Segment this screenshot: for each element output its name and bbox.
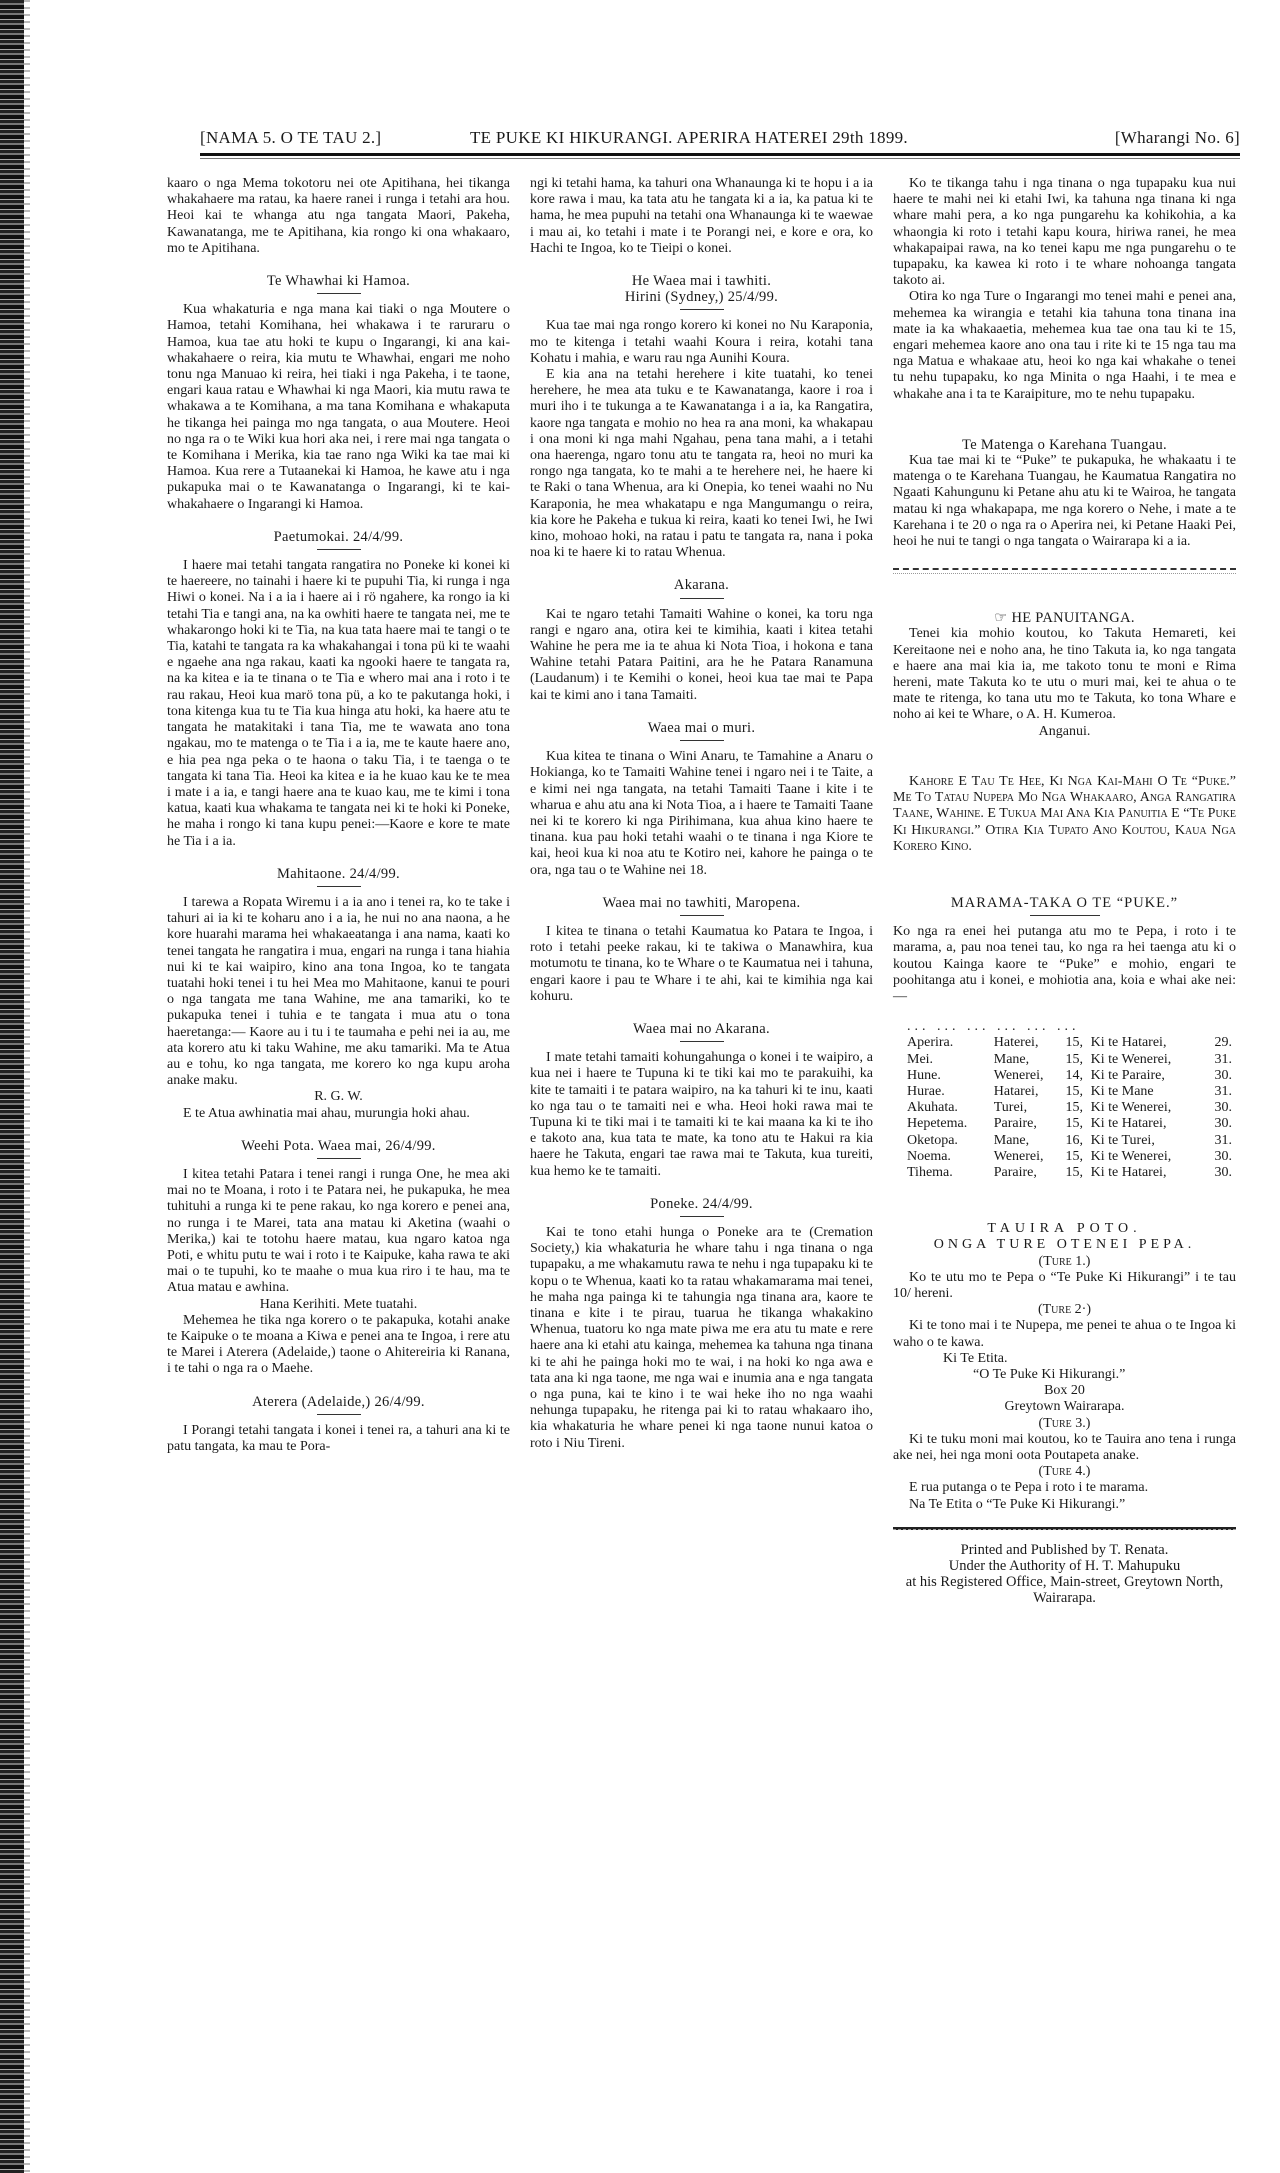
address-line: Greytown Wairarapa. [1004, 1399, 1125, 1415]
dot-leader: ... ... ... ... ... ... [907, 1019, 1080, 1035]
header-rule-thin [200, 158, 1240, 159]
calendar-end-day: Ki te Wenerei, [1090, 1051, 1172, 1067]
calendar-month: Aperira. [907, 1035, 954, 1051]
article-heading: Weehi Pota. Waea mai, 26/4/99. [241, 1137, 436, 1154]
article-heading: Waea mai no Akarana. [633, 1020, 770, 1037]
scan-edge-dots [24, 0, 30, 2173]
paragraph: Mehemea he tika nga korero o te pakapuka, kotahi anake te Kaipuke o te moana a Kiwa e penei ana te Ingoa, i rere atu te Marei i Aterera (Adelaide,) taone o Ahitereiria ki Ranana, i te tahi o nga ra o Maehe. [167, 1312, 510, 1377]
paragraph: I mate tetahi tamaiti kohungahunga o konei i te waipiro, a kua nei i haere te Tupuna ki te tiki kai mo te parakuihi, ka kite te tamaiti i te patara waipiro, na ka tahuri ki te inu, kaati ko nga tau o te tamaiti nei e wha. Heoi hoki rawa mai te Tupuna ki te tiki mai i te tamaiti ki te kai maana ka ki te iho e takoto ana, kua tata te mate, ka tono atu te Hakui ra kia haere he Takuta, engari tae rawa mai te Takuta, kua tureiti, kua hemo ke te tamaiti. [530, 1050, 873, 1179]
article-heading: Waea mai o muri. [647, 719, 756, 736]
notice-paragraph: Kahore E Tau Te Hee, Ki Nga Kai-Mahi O Te “Puke.” Me To Tatau Nupepa Mo Nga Whakaaro, Anga Rangatira Taane, Wahine. E Tukua Mai Ana Kia Panuitia E “Te Puke Ki Hikurangi.” Otira Kia Tupato Ano Koutou, Kaua Nga Korero Kino. [893, 773, 1236, 854]
calendar-end-day: Ki te Turei, [1090, 1132, 1155, 1148]
header-rule [200, 153, 1240, 156]
calendar-end-date: 31. [1214, 1051, 1232, 1067]
signature: Hana Kerihiti. Mete tuatahi. [259, 1296, 418, 1312]
divider [317, 293, 361, 294]
calendar-start-day: Mane, [993, 1051, 1030, 1067]
divider [317, 549, 361, 550]
article-heading: Poneke. 24/4/99. [650, 1195, 753, 1212]
imprint-line: at his Registered Office, Main-street, Greytown North, Wairarapa. [905, 1574, 1224, 1607]
calendar-start-date: 15, [1065, 1100, 1083, 1116]
article-heading: He Waea mai i tawhiti. [631, 273, 772, 290]
article-heading: Akarana. [673, 577, 730, 594]
paragraph: Kai te tono etahi hunga o Poneke ara te (Cremation Society,) kia whakaturia he whare tahu i nga tinana o nga tupapaku, a me whakamutu rawa te nehu i nga tupapaku ki te kopu o te Whenua, kaati ko ta ratau whakamarama mai tenei, he maha nga painga ki te tahungia nga tinana ara, kaore te tinana e kite i te pirau, tuarua he tikanga whakakino Whenua, tuatoru ko nga mate piwa me era atu tu mate e rere haere ana ki etahi atu kainga, mehemea ka tahuna nga tinana ki te ahi he painga hoki mo te wai, i na hoki ko nga awa e tata ana ki nga taone, me nga wai e inumia ana e nga tangata o nga puna, kai te kino i te wai heke iho no nga waahi nehunga tupapaku, he ritenga pai ki to ratau whakaaro iho, kia whakaturia he whare penei ki nga taone nunui katoa o roto i Niu Tireni. [530, 1224, 873, 1451]
calendar-end-date: 30. [1214, 1067, 1232, 1083]
calendar-row [907, 1068, 1232, 1084]
paragraph: Kua tae mai nga rongo korero ki konei no Nu Karaponia, mo te kitenga i tetahi waahi Koura i reira, kotahi tana Kohatu i mahia, e waru rau nga Aunihi Koura. [530, 318, 873, 366]
divider [680, 740, 724, 741]
calendar-start-date: 16, [1065, 1132, 1083, 1148]
calendar-row [907, 1084, 1232, 1100]
rule-label: (Ture 3.) [1038, 1415, 1091, 1431]
paragraph: I kitea tetahi Patara i tenei rangi i runga One, he mea aki mai no te Moana, i roto i te Patara nei, he pukapuka, he mea tuhituhi a runga ki te pene rakau, ko nga korero e penei ana, no runga i te Marei, tata ana matau ki Aketina (waahi o Merika,) kai te totohu haere matau, kua ngaro katoa nga Poti, e whitu putu te wai i roto i te Kaipuke, kaha rawa te aki mai o te tupuhi, ko te maahe o mua kua riro i te hau, ma te Atua matau e awhina. [167, 1166, 510, 1296]
calendar-start-date: 15, [1065, 1035, 1083, 1051]
paragraph: Ki te tuku moni mai koutou, ko te Tauira ano tena i runga ake nei, hei nga moni oota Poutapeta anake. [893, 1431, 1236, 1463]
signature: R. G. W. [314, 1089, 363, 1105]
calendar-row [907, 1149, 1232, 1165]
calendar-start-day: Wenerei, [993, 1067, 1044, 1083]
rule-label: (Ture 2·) [1037, 1302, 1092, 1318]
calendar-start-day: Haterei, [993, 1035, 1039, 1051]
imprint-divider [893, 1527, 1236, 1530]
column-3 [893, 176, 1236, 1607]
paragraph: Kua whakaturia e nga mana kai tiaki o nga Moutere o Hamoa, tetahi Komihana, hei whakawa i te raruraru o Hamoa, kua tae atu hoki te kupu o Ingarangi, ki ana kai-whakahaere o reira, kia mutu te Whawhai, engari me noho tonu nga Manuao ki reira, hei tiaki i nga Pakeha, i te taone, engari kaua ratau e Whawhai ki nga Maori, kia mutu rawa te whakawa a te Komihana, a ma tana Komihana e whakaputa he tikanga hei painga mo nga tangata, o aua Moutere. Heoi no nga ra o te Wiki kua hori aka nei, i rere mai nga tangata o te Komihana i Merika, kia tae rano nga Wiki ka tae mai ki Hamoa. Kua rere a Tutaanekai ki Hamoa, he kawe atu i nga pukapuka mai o te Kawanatanga o Ingarangi, ki te kai-whakahaere o Ingarangi ki Hamoa. [167, 302, 510, 512]
signature: Anganui. [1038, 723, 1091, 739]
calendar-end-day: Ki te Wenerei, [1090, 1100, 1172, 1116]
calendar-end-day: Ki te Hatarei, [1090, 1035, 1167, 1051]
paragraph: Kua kitea te tinana o Wini Anaru, te Tamahine a Anaru o Hokianga, ko te Tamaiti Wahine tenei i ngaro nei i te Taite, a e kimi nei nga tangata, na tetahi Tamaiti Taane i kite i te wharua e ahu atu ana ki Nota Tioa, a i haere te Tamaiti Taane nei ki te korero ki nga Pirihimana, kua ahua kino haere te tinana. kua pau hoki tetahi waahi o te tinana i nga Kiore te kai, heoi kua ki noa atu te Kotiro nei, kahore he painga o te ora, nga tau o te Wahine nei 18. [530, 749, 873, 878]
divider [680, 598, 724, 599]
calendar-month: Mei. [907, 1051, 934, 1067]
rule-label: (Ture 1.) [1038, 1253, 1091, 1269]
calendar-start-day: Wenerei, [993, 1148, 1044, 1164]
calendar-start-day: Paraire, [993, 1116, 1037, 1132]
calendar-row [907, 1035, 1232, 1051]
calendar-heading: MARAMA-TAKA O TE “PUKE.” [950, 894, 1179, 911]
paragraph: I tarewa a Ropata Wiremu i a ia ano i tenei ra, ko te take i tahuri ai ia ki te koharu ano i a ia, he nui no ana naona, a he kore huarahi marama hei whakaeatanga i ana nama, kaati ko tenei tangata he rangatira i mua, engari na runga i tana hiahia nui ki te kai waipiro, kino ana tona Ingoa, ko te tangata tuatahi hoki tenei i tu hei Mea mo Mahitaone, kanui te pouri o nga tangata me tana Wahine, me ana tamariki, ko te pukapuka tenei i tuhia e te tangata i mua atu o tona haeretanga:— Kaore au i tu i te taumaha e pehi nei ia au, me ata korero atu ki taku Wahine, me aku tamariki. Ma te Atua au e tohu, ko nga tangata, me korero ko nga kupu aroha anake maku. [167, 894, 510, 1089]
rules-subtitle: ONGA TURE OTENEI PEPA. [933, 1237, 1196, 1253]
calendar-month: Noema. [907, 1148, 951, 1164]
publication-calendar [907, 1035, 1232, 1181]
paragraph: kaaro o nga Mema tokotoru nei ote Apitihana, hei tikanga whakahaere ma ratau, ka haere ranei i runga i tetahi ara hou. Heoi kai te whanga atu nga tangata Maori, Pakeha, Kawanatanga, me te Apitihana, kia rongo ki ona whakaaro, mo te Apitihana. [167, 176, 510, 256]
calendar-start-day: Turei, [993, 1100, 1028, 1116]
calendar-end-date: 30. [1214, 1116, 1232, 1132]
article-subheading: Hirini (Sydney,) 25/4/99. [624, 289, 779, 306]
address-line: Box 20 [1044, 1383, 1085, 1399]
issue-number: [NAMA 5. O TE TAU 2.] [200, 128, 382, 147]
divider [680, 915, 724, 916]
calendar-end-day: Ki te Hatarei, [1090, 1164, 1167, 1180]
imprint-line: Under the Authority of H. T. Mahupuku [948, 1558, 1181, 1575]
scan-edge [0, 0, 24, 2173]
calendar-start-date: 15, [1065, 1116, 1083, 1132]
calendar-start-day: Paraire, [993, 1164, 1037, 1180]
calendar-end-date: 30. [1214, 1148, 1232, 1164]
calendar-month: Akuhata. [907, 1100, 958, 1116]
calendar-start-date: 15, [1065, 1164, 1083, 1180]
article-heading: Mahitaone. 24/4/99. [277, 865, 400, 882]
paragraph: Kua tae mai ki te “Puke” te pukapuka, he whakaatu i te matenga o te Karehana Tuangau, he Kaumatua Rangatira no Ngaati Kahungunu ki Petane ahu atu ki te Wairoa, he tangata matau ki nga whakapapa, me nga korero o Nehe, i mate a te Karehana i te 20 o nga ra o Aperira nei, ki Petane Haaki Pei, heoi he nui te tangi o nga tangata o Wairarapa ki a ia. [893, 453, 1236, 550]
pointing-hand-icon: ☞ [994, 610, 1012, 627]
paragraph: E te Atua awhinatia mai ahau, murungia hoki ahau. [183, 1105, 470, 1121]
calendar-start-day: Hatarei, [993, 1083, 1039, 1099]
notice-heading [893, 610, 1236, 626]
calendar-month: Hepetema. [907, 1116, 968, 1132]
calendar-start-day: Mane, [993, 1132, 1030, 1148]
imprint-line: Printed and Published by T. Renata. [960, 1541, 1169, 1558]
divider [680, 309, 724, 310]
calendar-month: Hurae. [907, 1083, 945, 1099]
calendar-row [907, 1100, 1232, 1116]
address-line: “O Te Puke Ki Hikurangi.” [973, 1366, 1126, 1382]
paragraph: Ko te tikanga tahu i nga tinana o nga tupapaku kua nui haere te mahi nei ki etahi Iwi, ka tahuna nga tinana ki nga whare mahi pera, a ko nga pungarehu ka kohikohia, a ka whaongia ki roto i tetahi kapu koura, hiriwa ranei, he mea whakapaipai rawa, na ko tenei kapu me nga pungarehu o te tupapaku, ka kawea ki roto i te whare nohoanga tangata takoto ai. [893, 176, 1236, 289]
article-heading: Aterera (Adelaide,) 26/4/99. [252, 1393, 425, 1410]
article-heading: Paetumokai. 24/4/99. [273, 528, 404, 545]
calendar-end-day: Ki te Hatarei, [1090, 1116, 1167, 1132]
paragraph: E rua putanga o te Pepa i roto i te marama. [909, 1480, 1149, 1496]
paragraph: Tenei kia mohio koutou, ko Takuta Hemareti, kei Kereitaone nei e noho ana, he tino Takuta ia, ko nga tangata e haere ana mai kia ia, me takoto tonu te moni e Rima hereni, mate Takuta ko te utu o muri mai, kei te ahua o te mate te ritenga, ko tana utu mo te Takuta, ko tona Whare e noho ai kei te Whare, o A. H. Kumeroa. [893, 626, 1236, 723]
calendar-end-date: 29. [1214, 1035, 1232, 1051]
calendar-end-date: 31. [1214, 1083, 1232, 1099]
calendar-start-date: 15, [1065, 1083, 1083, 1099]
page-number: [Wharangi No. 6] [1114, 128, 1240, 147]
calendar-end-date: 30. [1214, 1100, 1232, 1116]
masthead-title: TE PUKE KI HIKURANGI. APERIRA HATEREI 29th 1899. [470, 128, 908, 147]
calendar-row [907, 1052, 1232, 1068]
divider [1030, 915, 1100, 916]
paragraph: Ko te utu mo te Pepa o “Te Puke Ki Hikurangi” i te tau 10/ hereni. [893, 1269, 1236, 1301]
section-divider [893, 568, 1236, 574]
paragraph: I kitea te tinana o tetahi Kaumatua ko Patara te Ingoa, i roto i tetahi peeke rakau, ki te takiwa o Manawhira, kua motumotu te tinana, ko te Whare o te Kaumatua nei i tahuna, engari kaore i pau te Whare i te ahi, kai te kimihia nga kai kohuru. [530, 923, 873, 1004]
article-heading: Te Matenga o Karehana Tuangau. [962, 436, 1167, 453]
calendar-month: Oketopa. [907, 1132, 958, 1148]
page-header [200, 128, 1240, 152]
calendar-start-date: 15, [1065, 1051, 1083, 1067]
article-heading: Waea mai no tawhiti, Maropena. [602, 894, 801, 911]
paragraph: Ki te tono mai i te Nupepa, me penei te ahua o te Ingoa ki waho o te kawa. [893, 1318, 1236, 1350]
address-line: Ki Te Etita. [943, 1350, 1008, 1366]
divider [317, 1158, 361, 1159]
divider [317, 886, 361, 887]
calendar-end-date: 31. [1214, 1132, 1232, 1148]
paragraph: Ko nga ra enei hei putanga atu mo te Pepa, i roto i te marama, a, pau noa tenei tau, ko nga ra hei taenga atu ki o koutou Kainga kaore te “Puke” e mohio, engari te poohitanga atu i konei, e mohiotia ana, koia e whai ake nei:— [893, 924, 1236, 1004]
calendar-month: Tihema. [907, 1164, 953, 1180]
article-heading: Te Whawhai ki Hamoa. [266, 273, 411, 290]
paragraph: I Porangi tetahi tangata i konei i tenei ra, a tahuri ana ki te patu tangata, ka mau te Pora- [167, 1422, 510, 1455]
calendar-start-date: 15, [1065, 1148, 1083, 1164]
column-1 [167, 176, 510, 1455]
calendar-end-date: 30. [1214, 1164, 1232, 1180]
divider [680, 1041, 724, 1042]
calendar-end-day: Ki te Mane [1090, 1083, 1154, 1099]
paragraph: ngi ki tetahi hama, ka tahuri ona Whanaunga ki te hopu i a ia kore rawa i mau, ka tata atu he tangata ki a ia, ka patua ki te hama, he mea pupuhi na tetahi ona Whanaunga ki te waewae i mau ai, ko tetahi i mate i te Porangi nei, e kore e ora, ko Hachi te Ingoa, ko te Tieipi o konei. [530, 176, 873, 256]
rule-label: (Ture 4.) [1038, 1464, 1091, 1480]
divider [317, 1414, 361, 1415]
calendar-row [907, 1133, 1232, 1149]
paragraph: Otira ko nga Ture o Ingarangi mo tenei mahi e penei ana, mehemea ka wirangia e tetahi kia tahuna tona tinana ina mate ia ka whakaaetia, mehemea kua tae ona tau ki te 15, engari mehemea kaore ano ona tau i rite ki te 15 nga tau ma nga Matua e whakaae atu, heoi ko nga kai whakahe o tenei tu nehu tupapaku, ko nga Minita o nga Haahi, i te mea e whakahe ana i ta te Karaipiture, mo te nehu tupapaku. [893, 289, 1236, 402]
calendar-start-date: 14, [1065, 1067, 1083, 1083]
calendar-row [907, 1165, 1232, 1181]
column-2 [530, 176, 873, 1452]
notice-title: HE PANUITANGA. [1011, 610, 1135, 627]
divider [680, 1216, 724, 1217]
paragraph: Kai te ngaro tetahi Tamaiti Wahine o konei, ka toru nga rangi e ngaro ana, otira kei te kimihia, kaati i kitea tetahi Wahine he pera me ia te ahua ki Nota Tioa, i hokona e tana Wahine tetahi Patara Paitini, ara he he Patara Ranamuna (Laudanum) i te Kemihi o konei, heoi kua tae mai te Papa kai te kimi ano i tana Tamaiti. [530, 606, 873, 703]
paragraph: I haere mai tetahi tangata rangatira no Poneke ki konei ki te haereere, no tainahi i haere ki te pupuhi Tia, ki runga i nga Hiwi o konei. Na i a ia i haere ai i rö ngahere, ka rongo ia ki tetahi Tia e tangi ana, na ka owhiti haere te tangata nei, me te whakarongo hoki ki te Tia, na kua tata haere mai te tangi o te Tia, katahi te tangata ra ka whakahangai i tona pü ki te waahi e ngaehe ana nga rakau, kaati ka ngooki haere te tangata ra, na ka kitea e ia te tinana o te Tia e whero mai ana i roto i te rau rakau, Heoi kua marö tona pü, a ko te pakutanga hoki, i tona kitenga kua tu te Tia kua hinga atu hoki, ka haere atu te tangata he matakitaki i tana Tia, me te wawata ano tona ngakau, mo te matenga o te Tia i a ia, me te kaute haere ano, e hia pea nga peka o te haona o taku Tia, i te taenga o te tangata ki tana Tia. Heoi ka kitea e ia he kuao kau ke te mea i mate i a ia, e tangi haere ana te kuao kau, me te kimi i tona katua, kaati kua whakama te tangata nei ki te hoki ki Poneke, he maha i rongo ki tana kupu penei:—Kaore e kore te mate he Tia i a ia. [167, 558, 510, 849]
editor-sign-off: Na Te Etita o “Te Puke Ki Hikurangi.” [909, 1496, 1126, 1512]
calendar-end-day: Ki te Wenerei, [1090, 1148, 1172, 1164]
calendar-row [907, 1116, 1232, 1132]
calendar-end-day: Ki te Paraire, [1090, 1067, 1165, 1083]
calendar-month: Hune. [907, 1067, 941, 1083]
rules-title: TAUIRA POTO. [987, 1221, 1142, 1237]
paragraph: E kia ana na tetahi herehere i kite tuatahi, ko tenei herehere, he mea ata tuku e te Kawanatanga, kaore i roa i muri iho i te tukunga a te Kawanatanga i a ia, ka Rangatira, kaore nga tangata e mohio no hea ra ana moni, ka whakapau i ona moni ki nga mahi Ngahau, pena tana mahi, a i tetahi ona haerenga, ngaro tonu atu te tangata ra, heoi no muri ka rongo nga tangata, ko te mahi a te herehere nei, he haere ki te Raki o tana Whenua, ara ki Onepia, ko tenei waahi no Nu Karaponia, he mea whakatapu e nga Mangumangu o reira, kia kore he Pakeha e tukua ki reira, kaati ko tenei Iwi, he Iwi kino, mohoao hoki, na ratau i patu te tangata ra, nana i poka noa ki te haere ki to ratau Whenua. [530, 367, 873, 561]
